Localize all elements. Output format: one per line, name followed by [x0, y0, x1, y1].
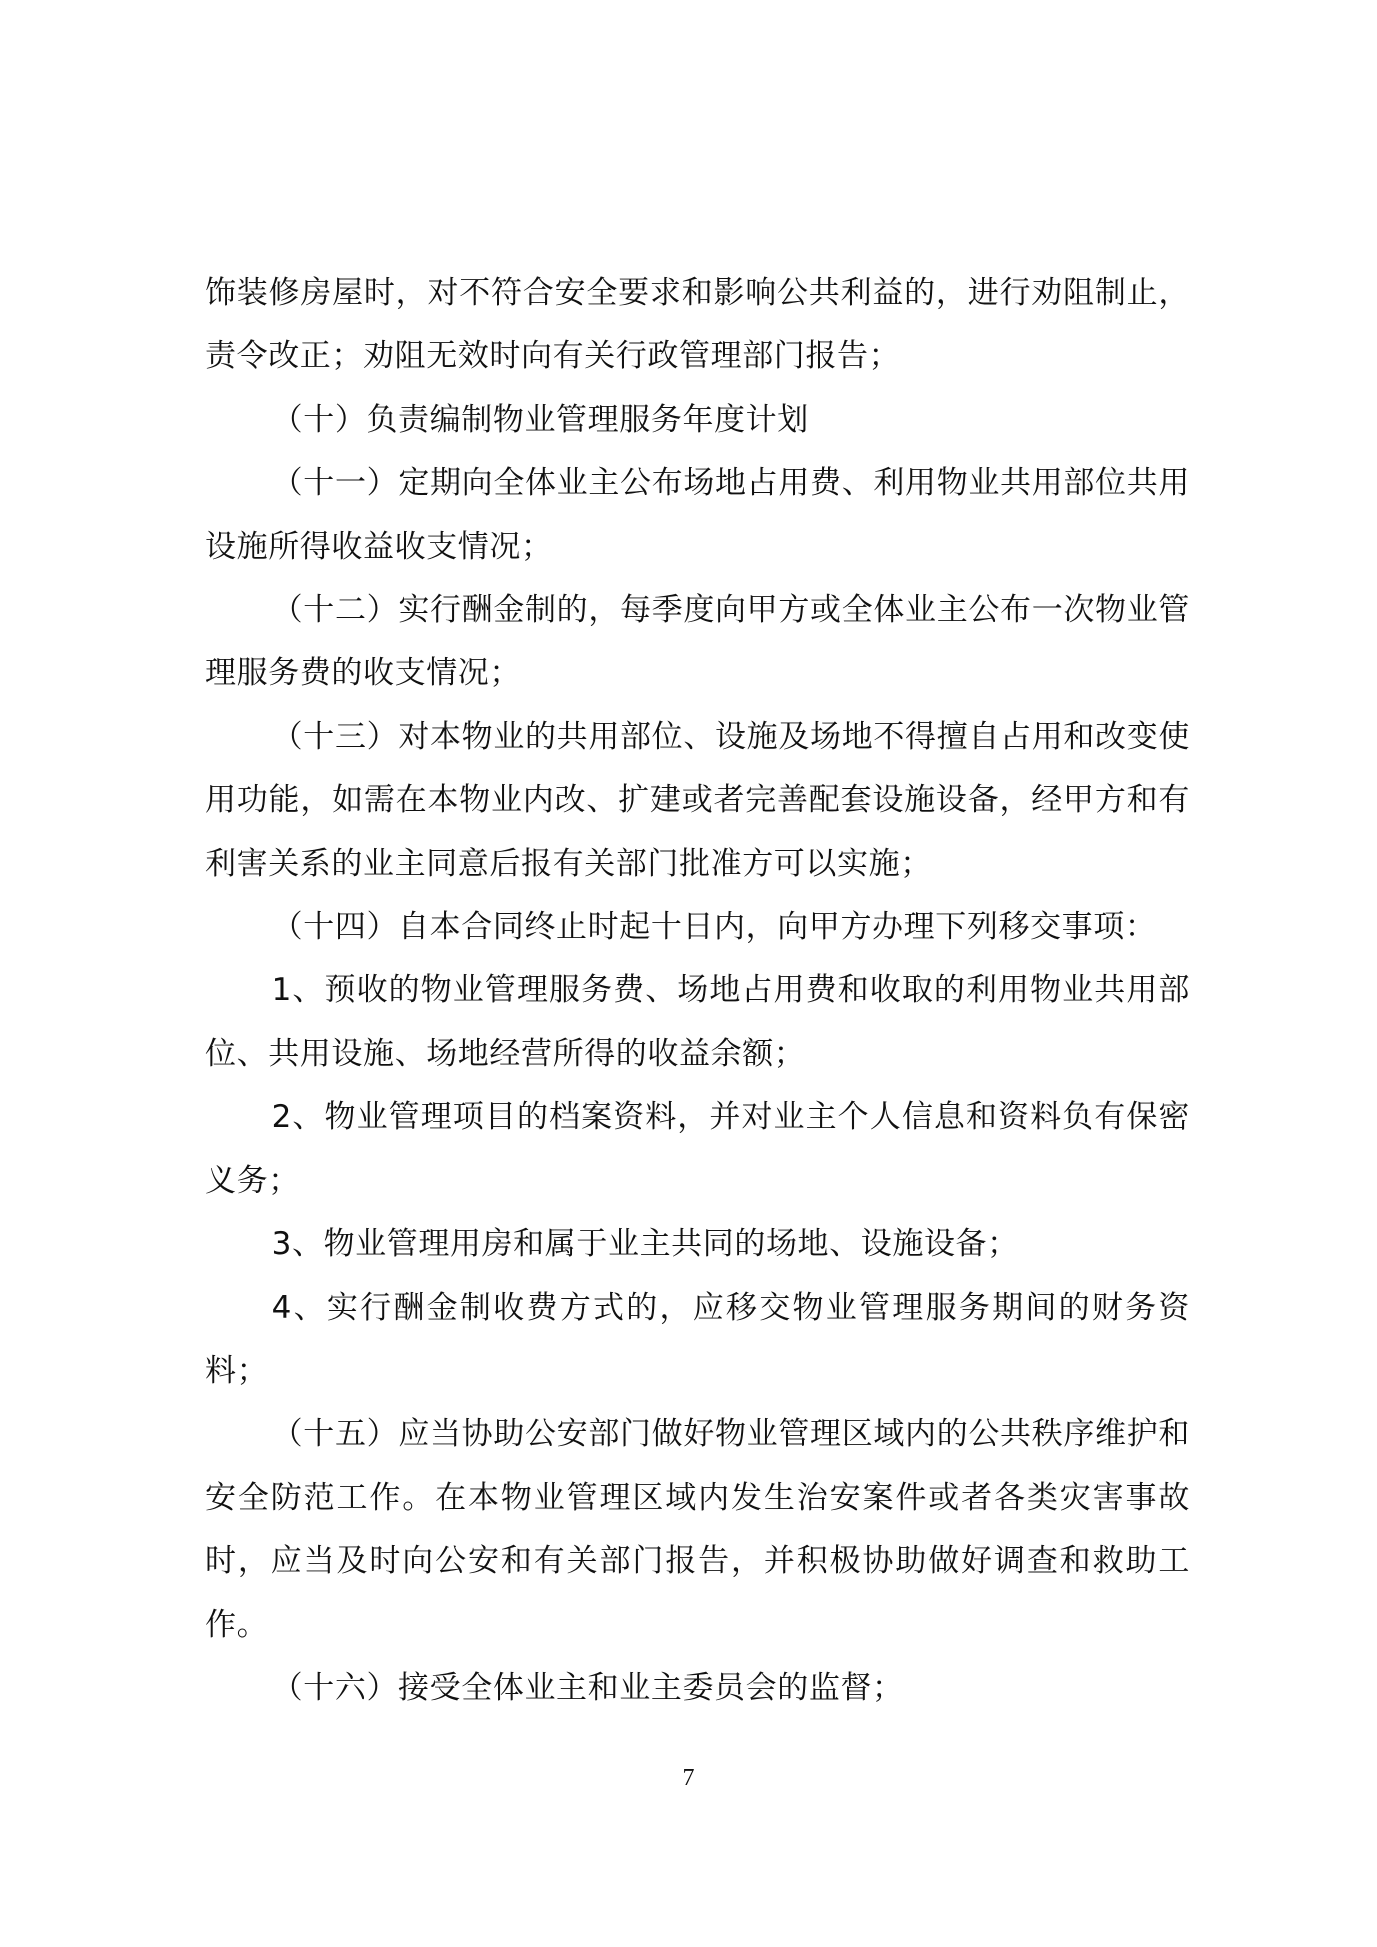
- page-number: 7: [682, 1765, 695, 1791]
- paragraph-item-15: （十五）应当协助公安部门做好物业管理区域内的公共秩序维护和安全防范工作。在本物业管理区域内发生治安案件或者各类灾害事故时，应当及时向公安和有关部门报告，并积极协助做好调查和救助工作。: [205, 1416, 1190, 1643]
- paragraph-continuation: 饰装修房屋时，对不符合安全要求和影响公共利益的，进行劝阻制止，责令改正；劝阻无效时向有关行政管理部门报告；: [205, 275, 1190, 375]
- paragraph-item-11: （十一）定期向全体业主公布场地占用费、利用物业共用部位共用设施所得收益收支情况；: [205, 465, 1190, 565]
- paragraph-item-13: （十三）对本物业的共用部位、设施及场地不得擅自占用和改变使用功能，如需在本物业内改、扩建或者完善配套设施设备，经甲方和有利害关系的业主同意后报有关部门批准方可以实施；: [205, 718, 1190, 882]
- paragraph-item-14: （十四）自本合同终止时起十日内，向甲方办理下列移交事项：: [271, 909, 1157, 946]
- page-content: [205, 262, 1190, 1720]
- paragraph-item-12: （十二）实行酬金制的，每季度向甲方或全体业主公布一次物业管理服务费的收支情况；: [205, 592, 1190, 692]
- paragraph-subitem-2: 2、物业管理项目的档案资料，并对业主个人信息和资料负有保密义务；: [205, 1099, 1190, 1199]
- paragraph-subitem-4: 4、实行酬金制收费方式的，应移交物业管理服务期间的财务资料；: [205, 1289, 1190, 1389]
- paragraph-item-10: （十）负责编制物业管理服务年度计划: [271, 401, 809, 438]
- paragraph-item-16: （十六）接受全体业主和业主委员会的监督；: [271, 1669, 904, 1706]
- paragraph-subitem-3: 3、物业管理用房和属于业主共同的场地、设施设备；: [271, 1226, 1019, 1263]
- paragraph-subitem-1: 1、预收的物业管理服务费、场地占用费和收取的利用物业共用部位、共用设施、场地经营所得的收益余额；: [205, 972, 1190, 1072]
